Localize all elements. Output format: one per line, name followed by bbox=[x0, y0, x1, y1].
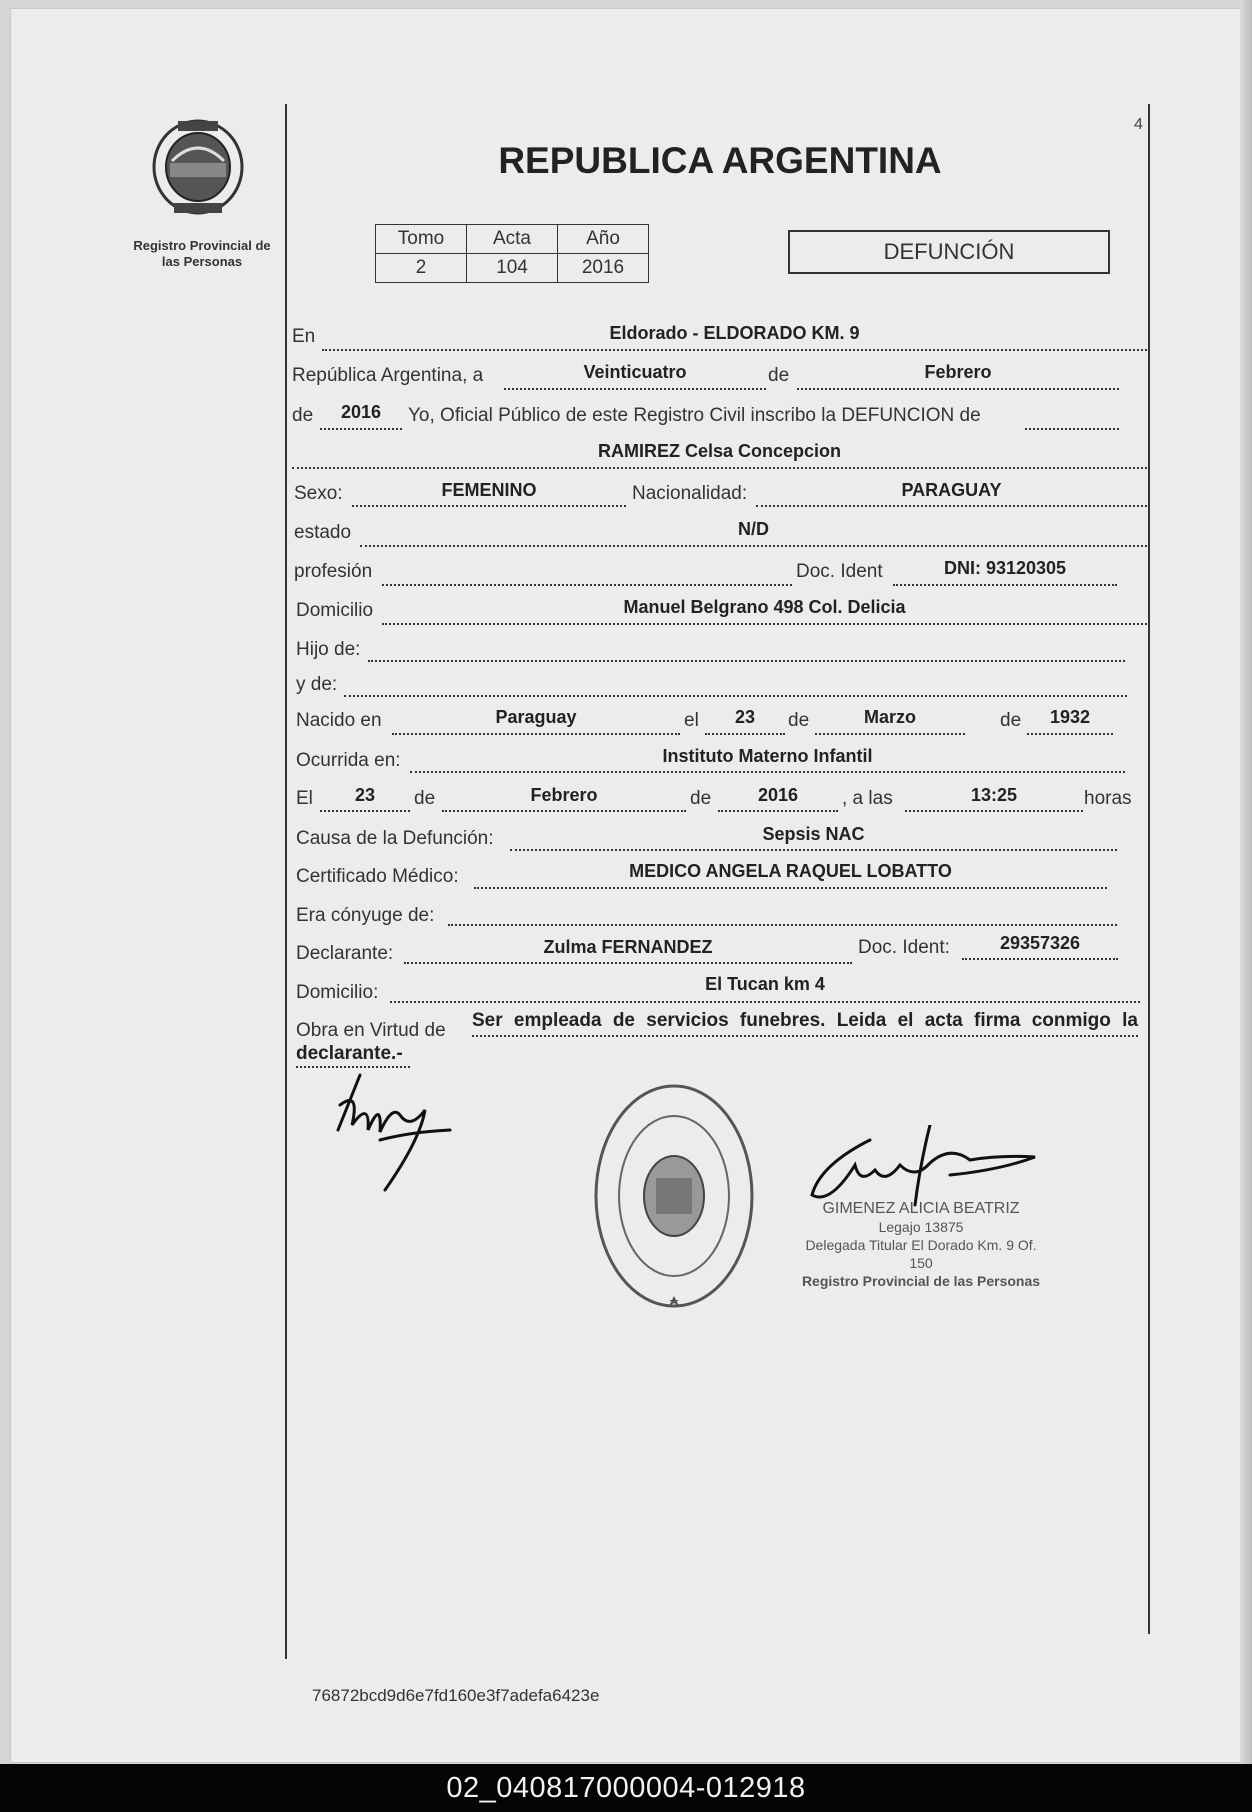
registry-label-line2: las Personas bbox=[161, 254, 243, 269]
death-month-line bbox=[442, 810, 686, 812]
de-label: de bbox=[768, 365, 790, 386]
year-label: de bbox=[292, 405, 314, 426]
y-de-line bbox=[344, 695, 1127, 697]
obra-line1-underline bbox=[472, 1035, 1138, 1037]
birth-day-line bbox=[705, 733, 785, 735]
month-value: Febrero bbox=[924, 362, 992, 382]
decl-domicilio-value: El Tucan km 4 bbox=[705, 974, 825, 994]
death-day-value: 23 bbox=[354, 785, 376, 805]
name-line bbox=[292, 467, 1147, 469]
conyuge-label: Era cónyuge de: bbox=[296, 905, 435, 926]
yo-line bbox=[1025, 428, 1119, 430]
birth-year-line bbox=[1027, 733, 1113, 735]
obra-label: Obra en Virtud de bbox=[296, 1020, 446, 1041]
nacido-line bbox=[392, 733, 680, 735]
death-el-label: El bbox=[296, 788, 313, 809]
obra-line2: declarante.- bbox=[296, 1043, 403, 1064]
day-words-line bbox=[504, 388, 766, 390]
document-hash: 76872bcd9d6e7fd160e3f7adefa6423e bbox=[312, 1686, 600, 1705]
decl-domicilio-label: Domicilio: bbox=[296, 982, 379, 1003]
en-label: En bbox=[292, 326, 316, 347]
sexo-line bbox=[352, 505, 626, 507]
year-line bbox=[320, 428, 402, 430]
estado-label: estado bbox=[294, 522, 352, 543]
en-value: Eldorado - ELDORADO KM. 9 bbox=[609, 323, 860, 343]
hijo-line bbox=[368, 660, 1125, 662]
nacionalidad-label: Nacionalidad: bbox=[632, 483, 748, 504]
month-line bbox=[797, 388, 1119, 390]
record-value-acta: 104 bbox=[467, 254, 558, 283]
declarant-signature bbox=[330, 1070, 460, 1195]
declarante-line bbox=[404, 962, 852, 964]
ocurrida-value: Instituto Materno Infantil bbox=[662, 746, 873, 766]
certificado-line bbox=[474, 887, 1107, 889]
ocurrida-line bbox=[410, 771, 1125, 773]
record-header-tomo: Tomo bbox=[376, 225, 467, 254]
death-year-line bbox=[718, 810, 838, 812]
decl-doc-line bbox=[962, 958, 1118, 960]
birth-de1-label: de bbox=[788, 710, 810, 731]
nacido-label: Nacido en bbox=[296, 710, 382, 731]
registry-label bbox=[118, 238, 286, 270]
doc-ident-value: DNI: 93120305 bbox=[943, 558, 1067, 578]
registry-label-line1: Registro Provincial de bbox=[133, 238, 271, 253]
conyuge-line bbox=[448, 924, 1117, 926]
birth-de2-label: de bbox=[1000, 710, 1022, 731]
certificado-value: MEDICO ANGELA RAQUEL LOBATTO bbox=[629, 861, 952, 881]
doc-ident-label: Doc. Ident bbox=[796, 561, 883, 582]
declarante-label: Declarante: bbox=[296, 943, 394, 964]
domicilio-label: Domicilio bbox=[296, 600, 374, 621]
decl-doc-value: 29357326 bbox=[999, 933, 1081, 953]
birth-month-line bbox=[815, 733, 965, 735]
ocurrida-label: Ocurrida en: bbox=[296, 750, 401, 771]
decl-doc-label: Doc. Ident: bbox=[858, 937, 950, 958]
domicilio-value: Manuel Belgrano 498 Col. Delicia bbox=[623, 597, 906, 617]
certificado-label: Certificado Médico: bbox=[296, 866, 459, 887]
obra-line1: Ser empleada de servicios funebres. Leida el acta firma conmigo la bbox=[472, 1010, 1138, 1031]
death-time-line bbox=[905, 810, 1083, 812]
death-day-line bbox=[320, 810, 410, 812]
official-registry: Registro Provincial de las Personas bbox=[801, 1273, 1041, 1289]
birth-el-label: el bbox=[684, 710, 699, 731]
official-position: Delegada Titular El Dorado Km. 9 Of. 150 bbox=[805, 1237, 1037, 1271]
death-de1-label: de bbox=[414, 788, 436, 809]
causa-label: Causa de la Defunción: bbox=[296, 828, 494, 849]
misiones-seal-icon bbox=[148, 115, 248, 220]
deceased-name: RAMIREZ Celsa Concepcion bbox=[597, 441, 842, 461]
decl-domicilio-line bbox=[390, 1001, 1140, 1003]
day-words-value: Veinticuatro bbox=[583, 362, 687, 382]
causa-value: Sepsis NAC bbox=[762, 824, 865, 844]
official-stamp-text bbox=[796, 1200, 1046, 1290]
causa-line bbox=[510, 849, 1117, 851]
a-las-label: , a las bbox=[842, 788, 893, 809]
profesion-line bbox=[382, 584, 792, 586]
year-value: 2016 bbox=[340, 402, 382, 422]
obra-line2-underline bbox=[296, 1066, 410, 1068]
horas-label: horas bbox=[1084, 788, 1132, 809]
nacido-value: Paraguay bbox=[495, 707, 577, 727]
birth-day-value: 23 bbox=[734, 707, 756, 727]
republica-label: República Argentina, a bbox=[292, 365, 484, 386]
file-id: 02_040817000004-012918 bbox=[446, 1771, 806, 1804]
death-month-value: Febrero bbox=[530, 785, 598, 805]
declarante-value: Zulma FERNANDEZ bbox=[543, 937, 713, 957]
page-number: 4 bbox=[1134, 116, 1143, 133]
right-margin-line bbox=[1148, 104, 1150, 1634]
en-line bbox=[322, 349, 1147, 351]
nacionalidad-value: PARAGUAY bbox=[901, 480, 1002, 500]
official-legajo: Legajo 13875 bbox=[878, 1219, 964, 1235]
sexo-value: FEMENINO bbox=[441, 480, 537, 500]
official-stamp-seal bbox=[592, 1078, 762, 1318]
birth-month-value: Marzo bbox=[863, 707, 916, 727]
yo-text: Yo, Oficial Público de este Registro Civil inscribo la DEFUNCION de bbox=[408, 405, 981, 426]
y-de-label: y de: bbox=[296, 674, 338, 695]
birth-year-value: 1932 bbox=[1049, 707, 1091, 727]
record-table bbox=[375, 224, 649, 283]
page-edge bbox=[1240, 0, 1252, 1812]
death-time-value: 13:25 bbox=[970, 785, 1018, 805]
nacionalidad-line bbox=[756, 505, 1147, 507]
left-margin-line bbox=[285, 104, 287, 1659]
domicilio-line bbox=[382, 623, 1147, 625]
official-name: GIMENEZ ALICIA BEATRIZ bbox=[822, 1200, 1020, 1217]
record-value-tomo: 2 bbox=[376, 254, 467, 283]
estado-value: N/D bbox=[738, 519, 769, 539]
estado-line bbox=[360, 545, 1147, 547]
death-de2-label: de bbox=[690, 788, 712, 809]
record-header-ano: Año bbox=[558, 225, 649, 254]
record-value-ano: 2016 bbox=[558, 254, 649, 283]
record-header-acta: Acta bbox=[467, 225, 558, 254]
page-title: REPUBLICA ARGENTINA bbox=[498, 140, 942, 181]
file-id-bar bbox=[0, 1764, 1252, 1812]
hijo-label: Hijo de: bbox=[296, 639, 361, 660]
profesion-label: profesión bbox=[294, 561, 373, 582]
death-year-value: 2016 bbox=[757, 785, 799, 805]
doc-ident-line bbox=[893, 584, 1117, 586]
document-type-box: DEFUNCIÓN bbox=[788, 230, 1110, 274]
sexo-label: Sexo: bbox=[294, 483, 343, 504]
